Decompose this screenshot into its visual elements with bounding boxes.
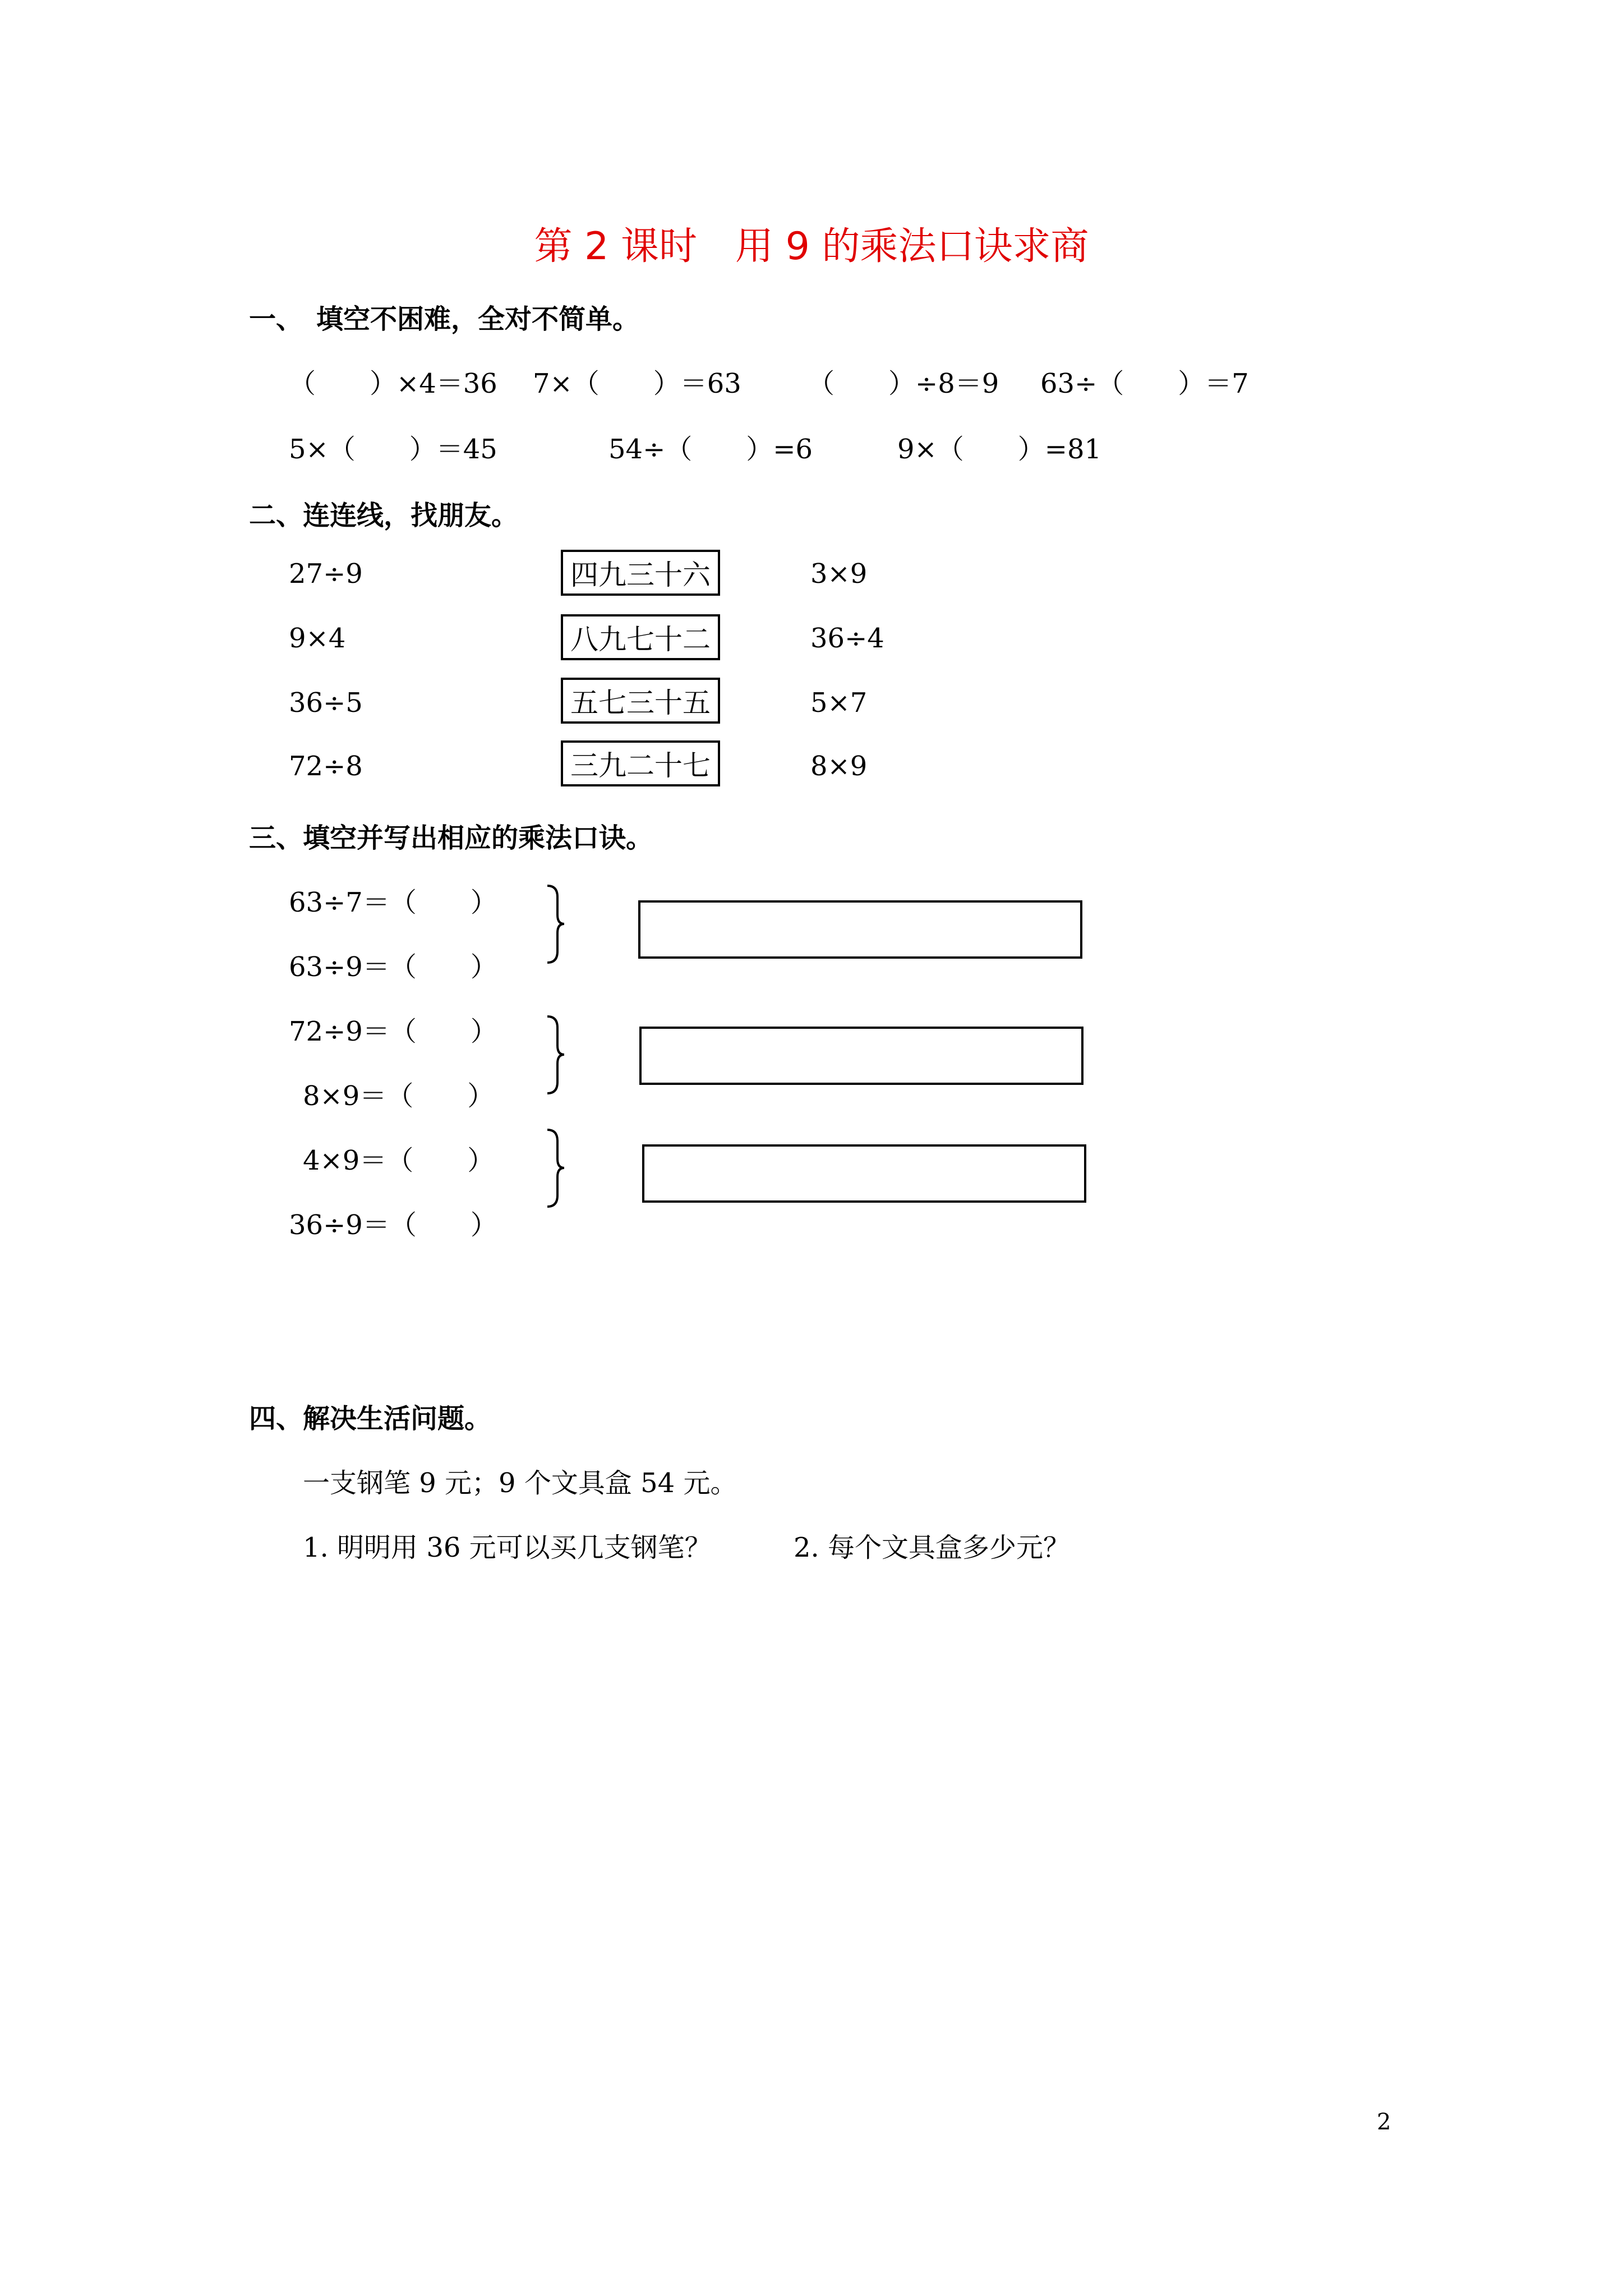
rhyme-box: 四九三十六 [561, 550, 720, 596]
fill-blank-item: （ ）÷8＝9 [808, 368, 999, 399]
left-expression: 72÷8 [289, 751, 363, 782]
right-expression: 5×7 [810, 687, 868, 719]
brace-icon [544, 884, 566, 965]
fill-blank-item: 7×（ ）＝63 [533, 368, 741, 399]
right-expression: 36÷4 [810, 623, 884, 654]
equation: 36÷9＝（ ） [289, 1209, 497, 1241]
rhyme-box: 八九七十二 [561, 614, 720, 660]
problem-intro: 一支钢笔 9 元；9 个文具盒 54 元。 [303, 1467, 737, 1499]
brace-icon [544, 1128, 566, 1209]
fill-blank-item: 9×（ ）=81 [897, 434, 1102, 465]
section2-heading: 二、连连线，找朋友。 [249, 500, 519, 531]
answer-box[interactable] [639, 1027, 1083, 1085]
left-expression: 27÷9 [289, 558, 363, 590]
fill-blank-item: 63÷（ ）＝7 [1040, 368, 1249, 399]
equation: 4×9＝（ ） [303, 1145, 495, 1176]
right-expression: 8×9 [810, 751, 868, 782]
rhyme-box: 三九二十七 [561, 740, 720, 786]
section3-heading: 三、填空并写出相应的乘法口诀。 [249, 822, 653, 854]
left-expression: 9×4 [289, 623, 346, 654]
equation: 72÷9＝（ ） [289, 1016, 497, 1047]
equation: 63÷7＝（ ） [289, 887, 497, 918]
fill-blank-item: （ ）×4＝36 [289, 368, 497, 399]
answer-box[interactable] [638, 900, 1082, 959]
answer-box[interactable] [642, 1144, 1086, 1203]
right-expression: 3×9 [810, 558, 868, 590]
page-number: 2 [1377, 2109, 1391, 2135]
page-title: 第 2 课时 用 9 的乘法口诀求商 [534, 224, 1089, 269]
section4-heading: 四、解决生活问题。 [249, 1403, 492, 1434]
question-1: 1. 明明用 36 元可以买几支钢笔？ [303, 1532, 712, 1563]
fill-blank-item: 54÷（ ）=6 [608, 434, 813, 465]
brace-icon [544, 1014, 566, 1096]
rhyme-box: 五七三十五 [561, 678, 720, 724]
section1-heading: 一、 填空不困难，全对不简单。 [249, 303, 640, 335]
question-2: 2. 每个文具盒多少元？ [794, 1532, 1071, 1563]
fill-blank-item: 5×（ ）＝45 [289, 434, 497, 465]
equation: 63÷9＝（ ） [289, 951, 497, 983]
equation: 8×9＝（ ） [303, 1080, 495, 1112]
left-expression: 36÷5 [289, 687, 363, 719]
